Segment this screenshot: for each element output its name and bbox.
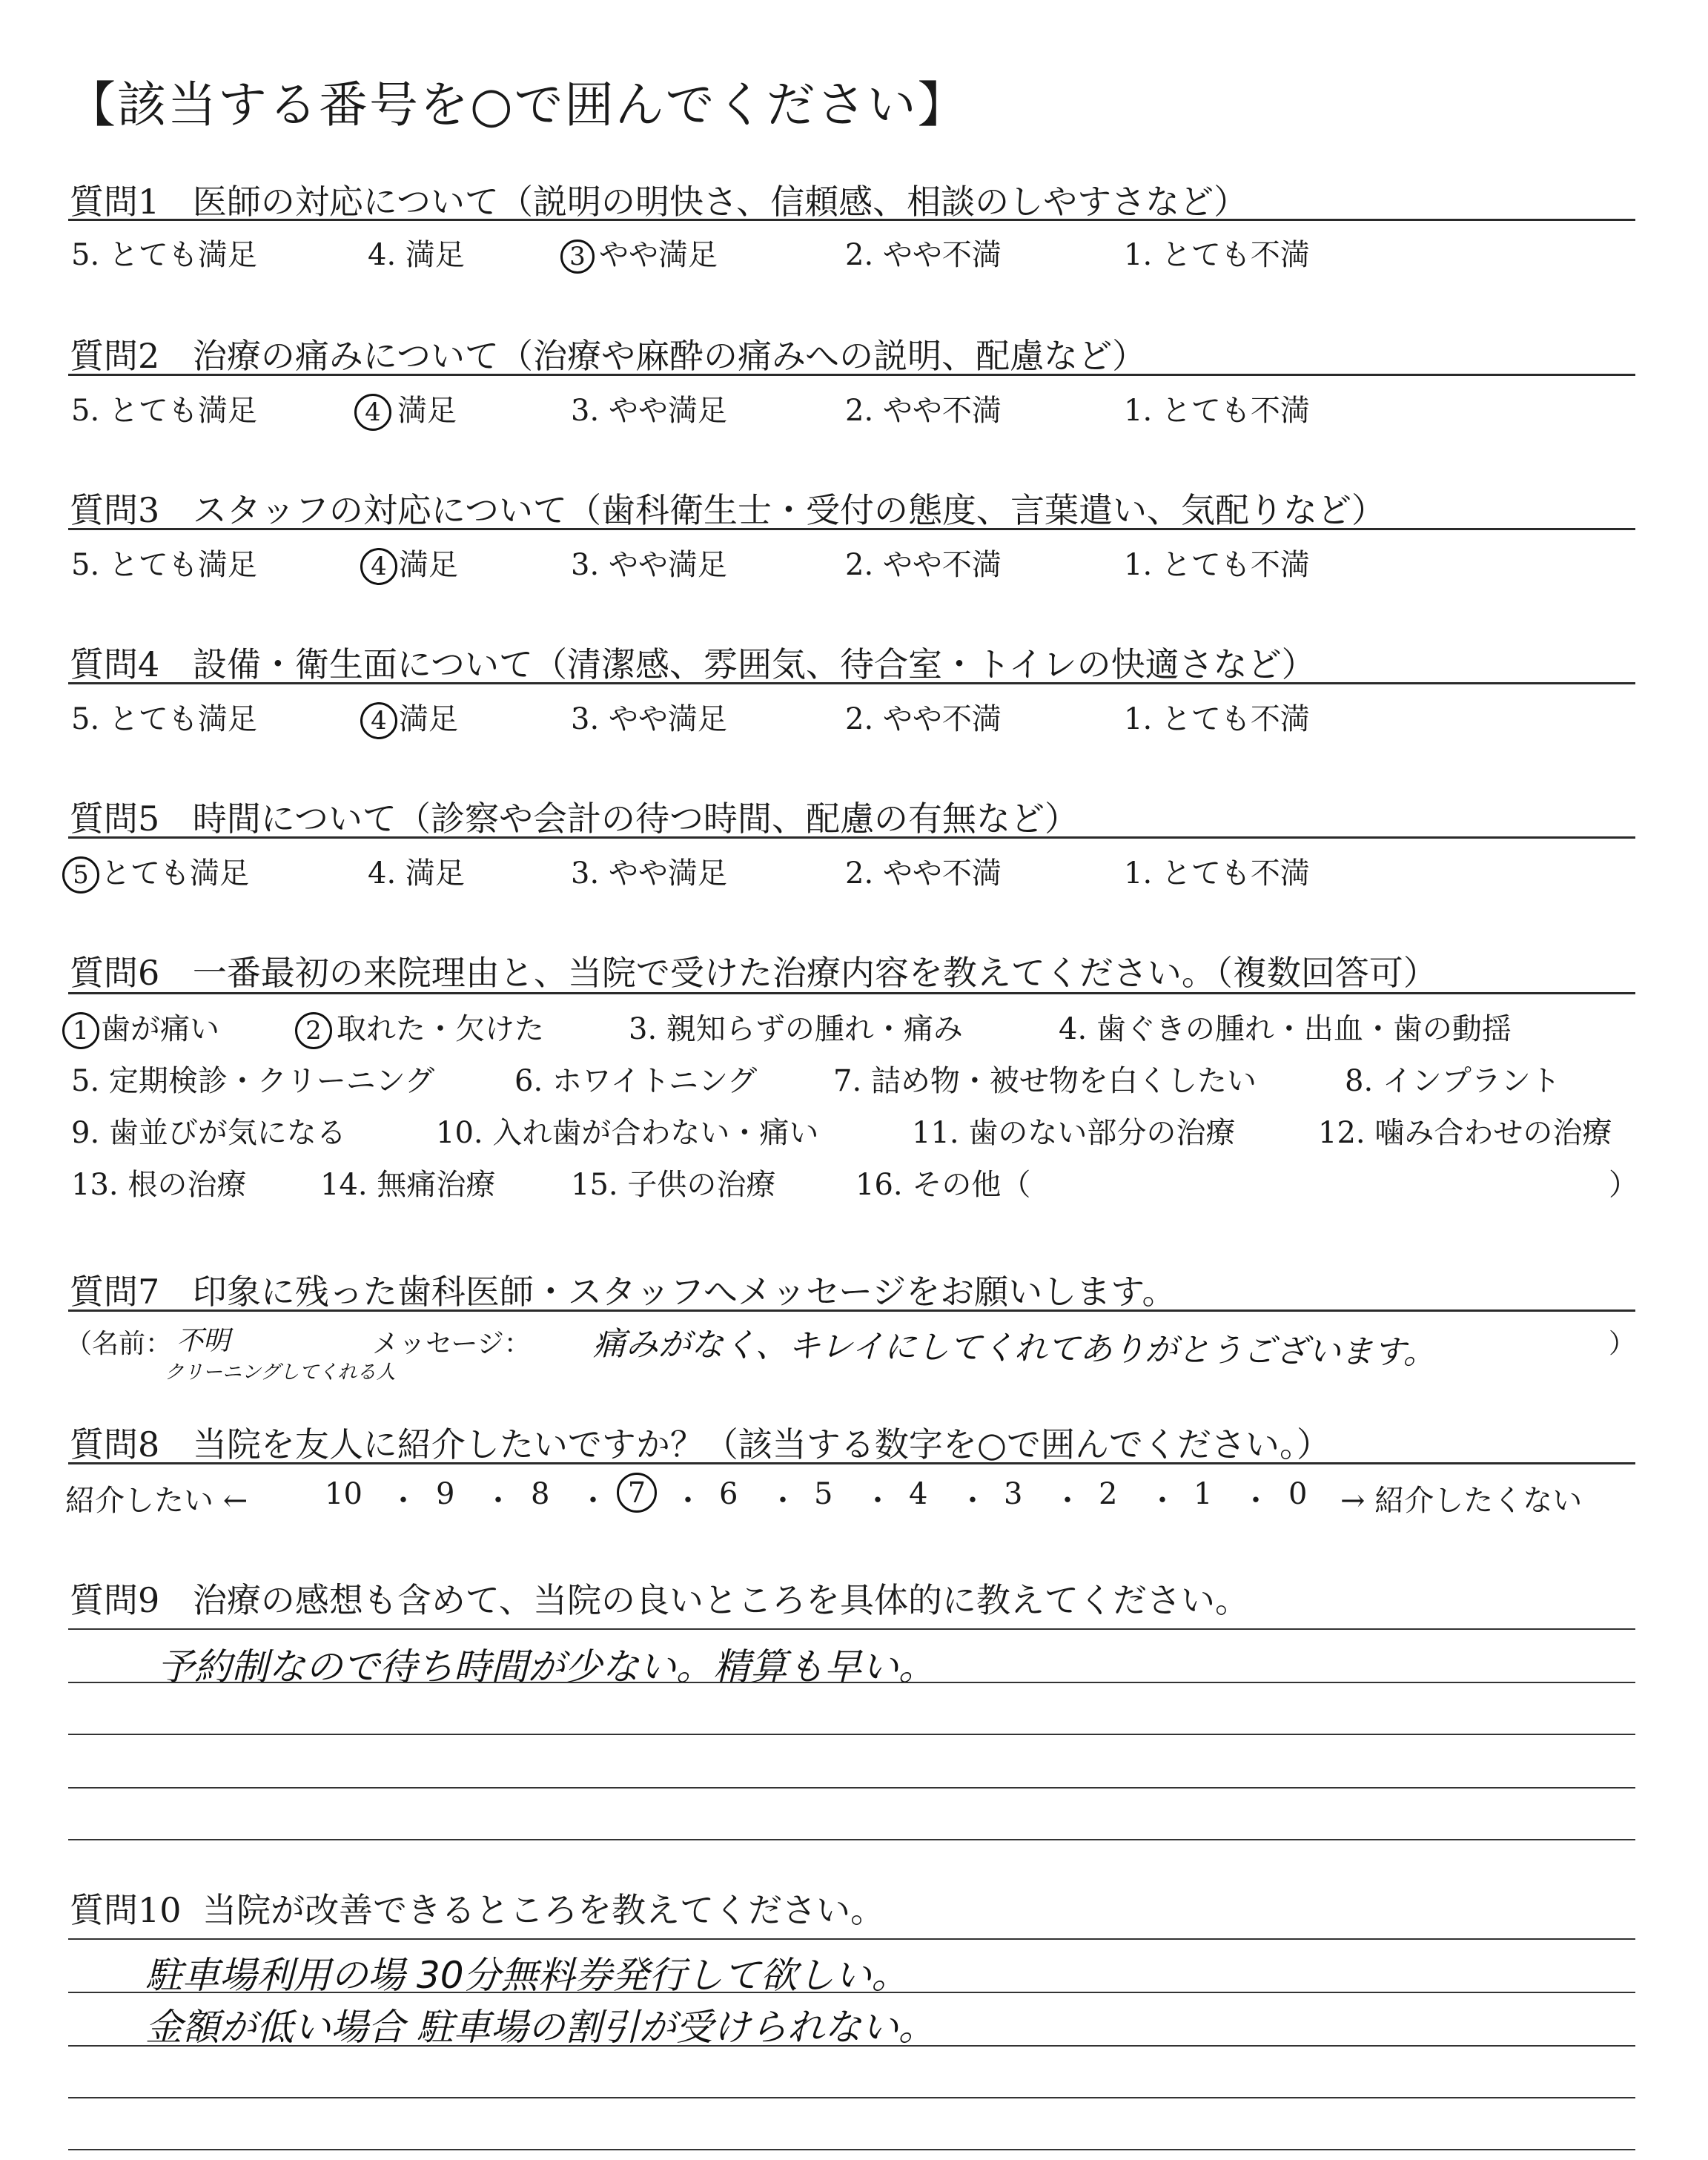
q2-option-2[interactable]: 2. やや不満 xyxy=(845,394,1002,428)
q10-answer-line xyxy=(68,2149,1635,2150)
question-4-label: 質問4 xyxy=(70,644,160,684)
q2-option-4-label: 満足 xyxy=(397,394,457,428)
q10-answer-line xyxy=(68,1992,1635,1993)
q8-separator: ・ xyxy=(863,1484,893,1518)
q8-separator: ・ xyxy=(388,1484,418,1518)
question-7-label: 質問7 xyxy=(70,1272,160,1312)
q8-separator: ・ xyxy=(673,1484,703,1518)
q6-item-3[interactable]: 3. 親知らずの腫れ・痛み xyxy=(629,1012,963,1046)
q6-item-16[interactable]: 16. その他（ xyxy=(855,1168,1031,1202)
q8-separator: ・ xyxy=(768,1484,798,1518)
question-9-text: 治療の感想も含めて、当院の良いところを具体的に教えてください。 xyxy=(192,1580,1249,1620)
q9-answer-line xyxy=(68,1734,1635,1735)
q8-separator: ・ xyxy=(958,1484,987,1518)
question-7-heading xyxy=(70,1265,1176,1314)
question-2-label: 質問2 xyxy=(70,336,160,376)
q8-scale-3[interactable]: 3 xyxy=(1004,1477,1023,1511)
q7-message-value[interactable]: 痛みがなく、キレイにしてくれてありがとうございます。 xyxy=(592,1325,1437,1372)
q8-separator: ・ xyxy=(1148,1484,1177,1518)
question-4-rule xyxy=(68,682,1635,684)
q8-scale-0[interactable]: 0 xyxy=(1288,1477,1308,1511)
q5-option-4[interactable]: 4. 満足 xyxy=(368,856,465,891)
q9-answer-line xyxy=(68,1839,1635,1840)
q4-option-4[interactable] xyxy=(360,696,458,739)
q4-selected-circle: 4 xyxy=(360,702,397,739)
question-1-heading xyxy=(70,175,1248,224)
q6-item-10[interactable]: 10. 入れ歯が合わない・痛い xyxy=(436,1116,819,1150)
q8-scale-8[interactable]: 8 xyxy=(531,1477,550,1511)
question-5-label: 質問5 xyxy=(70,799,160,839)
q8-right-label: → 紹介したくない xyxy=(1340,1484,1583,1518)
q8-separator: ・ xyxy=(1053,1484,1082,1518)
question-5-rule xyxy=(68,836,1635,839)
q8-left-label: 紹介したい ← xyxy=(65,1484,248,1518)
q6-item-2[interactable] xyxy=(295,1005,544,1049)
question-9-heading xyxy=(70,1573,1249,1622)
question-6-heading xyxy=(70,946,1437,995)
question-5-text: 時間について（診察や会計の待つ時間、配慮の有無など） xyxy=(192,799,1079,839)
question-3-rule xyxy=(68,528,1635,530)
q4-option-1[interactable]: 1. とても不満 xyxy=(1124,702,1310,736)
q3-option-4[interactable] xyxy=(360,541,458,585)
q10-answer-line xyxy=(68,2045,1635,2047)
q4-option-3[interactable]: 3. やや満足 xyxy=(571,702,727,736)
question-8-heading xyxy=(70,1418,1331,1467)
q1-selected-circle: 3 xyxy=(560,240,595,274)
question-3-text: スタッフの対応について（歯科衛生士・受付の態度、言葉遣い、気配りなど） xyxy=(192,490,1386,530)
q10-answer-text-2[interactable]: 金額が低い場合 駐車場の割引が受けられない。 xyxy=(145,2006,936,2049)
q1-option-5[interactable]: 5. とても満足 xyxy=(71,238,257,272)
q2-selected-circle: 4 xyxy=(354,394,391,431)
q2-option-3[interactable]: 3. やや満足 xyxy=(571,394,727,428)
q8-selected-circle: 7 xyxy=(617,1473,657,1513)
q6-item-12[interactable]: 12. 噛み合わせの治療 xyxy=(1318,1116,1612,1150)
question-8-label: 質問8 xyxy=(70,1424,160,1464)
question-7-text: 印象に残った歯科医師・スタッフへメッセージをお願いします。 xyxy=(192,1272,1176,1312)
q3-option-1[interactable]: 1. とても不満 xyxy=(1124,548,1310,582)
q8-scale-6[interactable]: 6 xyxy=(719,1477,738,1511)
q6-item-14[interactable]: 14. 無痛治療 xyxy=(320,1168,496,1202)
q3-option-4-label: 満足 xyxy=(399,548,458,582)
q6-item-9[interactable]: 9. 歯並びが気になる xyxy=(71,1116,346,1150)
q6-item-1[interactable] xyxy=(62,1005,219,1049)
q4-option-4-label: 満足 xyxy=(399,702,458,736)
q8-scale-4[interactable]: 4 xyxy=(909,1477,928,1511)
q3-selected-circle: 4 xyxy=(360,548,397,585)
q6-item-8[interactable]: 8. インプラント xyxy=(1345,1064,1560,1098)
q8-scale-5[interactable]: 5 xyxy=(814,1477,833,1511)
question-10-text: 当院が改善できるところを教えてください。 xyxy=(202,1890,885,1930)
page-title: 【該当する番号を○で囲んでください】 xyxy=(67,76,968,133)
question-2-text: 治療の痛みについて（治療や麻酔の痛みへの説明、配慮など） xyxy=(192,336,1147,376)
q6-item-7[interactable]: 7. 詰め物・被せ物を白くしたい xyxy=(833,1064,1257,1098)
q8-separator: ・ xyxy=(578,1484,608,1518)
q8-scale-10[interactable]: 10 xyxy=(325,1477,363,1511)
q8-separator: ・ xyxy=(1241,1484,1271,1518)
q5-selected-circle: 5 xyxy=(62,856,99,894)
q2-option-5[interactable]: 5. とても満足 xyxy=(71,394,257,428)
q6-item-11[interactable]: 11. 歯のない部分の治療 xyxy=(912,1116,1236,1150)
question-8-text: 当院を友人に紹介したいですか？（該当する数字を○で囲んでください。） xyxy=(192,1424,1331,1464)
q8-scale-2[interactable]: 2 xyxy=(1099,1477,1118,1511)
q9-answer-line-top xyxy=(68,1628,1635,1630)
q6-item-4[interactable]: 4. 歯ぐきの腫れ・出血・歯の動揺 xyxy=(1059,1012,1512,1046)
q1-option-3[interactable] xyxy=(560,231,718,274)
q6-item-6[interactable]: 6. ホワイトニング xyxy=(514,1064,758,1098)
question-4-text: 設備・衛生面について（清潔感、雰囲気、待合室・トイレの快適さなど） xyxy=(192,644,1316,684)
question-9-label: 質問9 xyxy=(70,1580,160,1620)
q6-item-1-circle: 1 xyxy=(62,1012,99,1049)
q6-item-1-label: 歯が痛い xyxy=(101,1012,219,1046)
question-5-heading xyxy=(70,792,1079,841)
question-6-label: 質問6 xyxy=(70,953,160,993)
q9-answer-line xyxy=(68,1682,1635,1683)
question-2-rule xyxy=(68,374,1635,376)
q5-option-2[interactable]: 2. やや不満 xyxy=(845,856,1002,891)
q8-separator: ・ xyxy=(483,1484,513,1518)
q6-item-5[interactable]: 5. 定期検診・クリーニング xyxy=(71,1064,435,1098)
q4-option-2[interactable]: 2. やや不満 xyxy=(845,702,1002,736)
question-1-label: 質問1 xyxy=(70,182,160,222)
q9-answer-text[interactable]: 予約制なので待ち時間が少ない。精算も早い。 xyxy=(157,1645,936,1688)
question-1-rule xyxy=(68,219,1635,221)
q10-answer-text-1[interactable]: 駐車場利用の場 30分無料券発行して欲しい。 xyxy=(145,1954,909,1997)
q7-name-prefix: （名前： xyxy=(65,1329,173,1359)
q8-scale-1[interactable]: 1 xyxy=(1194,1477,1213,1511)
q10-answer-line-top xyxy=(68,1938,1635,1940)
question-8-rule xyxy=(68,1462,1635,1464)
q1-option-4[interactable]: 4. 満足 xyxy=(368,238,465,272)
q9-answer-line xyxy=(68,1787,1635,1789)
q6-other-close-paren: ） xyxy=(1609,1168,1638,1202)
q7-name-note: クリーニングしてくれる人 xyxy=(165,1361,396,1384)
q2-option-1[interactable]: 1. とても不満 xyxy=(1124,394,1310,428)
q6-item-15[interactable]: 15. 子供の治療 xyxy=(571,1168,776,1202)
q5-option-1[interactable]: 1. とても不満 xyxy=(1124,856,1310,891)
q7-close-paren: ） xyxy=(1609,1329,1636,1359)
question-6-text: 一番最初の来院理由と、当院で受けた治療内容を教えてください。（複数回答可） xyxy=(192,953,1437,993)
q7-name-value[interactable]: 不明 xyxy=(176,1326,231,1356)
question-1-text: 医師の対応について（説明の明快さ、信頼感、相談のしやすさなど） xyxy=(192,182,1248,222)
q1-option-3-label: やや満足 xyxy=(599,238,718,272)
q2-option-4[interactable] xyxy=(354,387,457,431)
q4-option-5[interactable]: 5. とても満足 xyxy=(71,702,257,736)
question-10-label: 質問10 xyxy=(70,1890,182,1930)
question-6-rule xyxy=(68,992,1635,994)
question-2-heading xyxy=(70,329,1146,378)
q6-item-2-label: 取れた・欠けた xyxy=(337,1012,544,1046)
q5-option-3[interactable]: 3. やや満足 xyxy=(571,856,727,891)
question-3-label: 質問3 xyxy=(70,490,160,530)
q3-option-3[interactable]: 3. やや満足 xyxy=(571,548,727,582)
q3-option-5[interactable]: 5. とても満足 xyxy=(71,548,257,582)
q8-scale-7[interactable] xyxy=(617,1473,657,1513)
question-3-heading xyxy=(70,483,1386,532)
q10-answer-line xyxy=(68,2097,1635,2098)
q6-item-13[interactable]: 13. 根の治療 xyxy=(71,1168,247,1202)
q7-message-label: メッセージ： xyxy=(372,1329,531,1359)
question-7-rule xyxy=(68,1309,1635,1312)
q8-scale-9[interactable]: 9 xyxy=(436,1477,455,1511)
q1-option-2[interactable]: 2. やや不満 xyxy=(845,238,1002,272)
question-10-heading xyxy=(70,1883,884,1932)
q1-option-1[interactable]: 1. とても不満 xyxy=(1124,238,1310,272)
question-4-heading xyxy=(70,638,1316,687)
q5-option-5-label: とても満足 xyxy=(101,856,249,891)
q6-item-2-circle: 2 xyxy=(295,1012,332,1049)
q3-option-2[interactable]: 2. やや不満 xyxy=(845,548,1002,582)
q5-option-5[interactable] xyxy=(62,850,249,894)
